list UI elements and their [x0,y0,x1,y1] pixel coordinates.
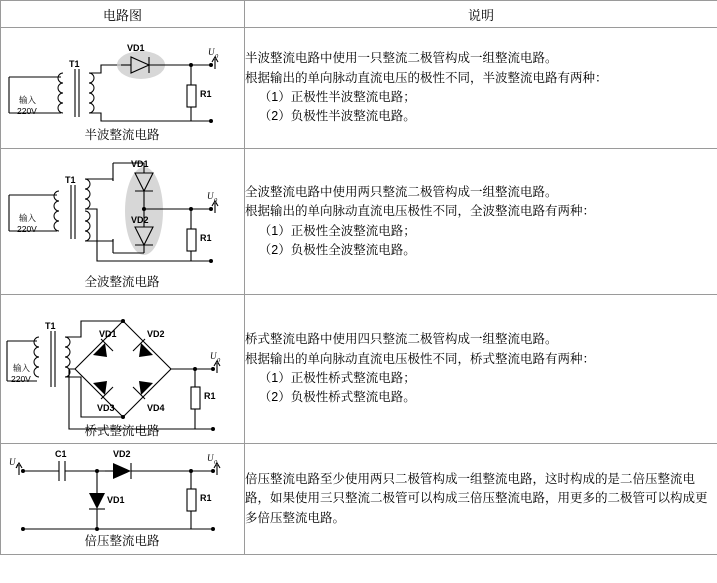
table-row [1,444,717,555]
circuit-cell-full-wave [1,149,245,295]
label-input-line2: 220V [17,106,37,116]
circuit-cell-half-wave [1,28,245,149]
label-input-line2: 220V [11,374,31,384]
label-diode2: VD2 [131,215,149,225]
label-output: U [208,47,215,57]
circuit-diagram-bridge [1,295,243,443]
label-input-line1: 输入 [19,213,37,223]
description-cell-doubler [245,444,717,555]
svg-text:0: 0 [215,53,219,60]
label-diode1: VD1 [127,43,145,53]
column-header-circuit: 电路图 [1,1,245,28]
description-line: 桥式整流电路中使用四只整流二极管构成一组整流电路。 [245,332,558,347]
circuit-cell-bridge [1,295,245,444]
description-line: （1）正极性全波整流电路； [258,223,416,238]
label-output: U [207,191,214,201]
circuit-diagram-half-wave [1,29,243,147]
label-transformer: T1 [45,321,56,331]
table-row [1,28,717,149]
caption-full-wave: 全波整流电路 [84,275,160,289]
description-line: （2）负极性半波整流电路。 [258,109,416,124]
caption-half-wave: 半波整流电路 [84,128,160,142]
description-line: 根据输出的单向脉动直流电压极性不同，全波整流电路有两种： [245,204,596,219]
description-line: （2）负极性桥式整流电路。 [258,390,416,405]
caption-doubler: 倍压整流电路 [84,534,160,548]
label-resistor: R1 [204,391,216,401]
label-transformer: T1 [69,59,80,69]
label-diode4: VD4 [147,403,165,413]
label-input: U [9,457,16,467]
label-diode1: VD1 [131,159,149,169]
circuit-cell-doubler [1,444,245,555]
table-row [1,295,717,444]
description-line: （1）正极性桥式整流电路； [258,371,416,385]
label-input-line1: 输入 [19,95,37,105]
description-line: （2）负极性全波整流电路。 [258,242,416,257]
label-input-line1: 输入 [13,363,31,373]
label-diode1: VD1 [99,329,117,339]
label-diode3: VD3 [97,403,115,413]
label-output: U [207,453,214,463]
caption-bridge: 桥式整流电路 [84,424,160,438]
circuit-diagram-full-wave [1,149,243,294]
svg-text:0: 0 [214,197,218,204]
label-resistor: R1 [200,233,212,243]
svg-text:0: 0 [217,357,221,364]
label-resistor: R1 [200,493,212,503]
svg-text:0: 0 [214,459,218,466]
description-line: 半波整流电路中使用一只整流二极管构成一组整流电路。 [245,51,558,66]
label-diode1: VD1 [107,495,125,505]
circuit-diagram-doubler [1,445,243,553]
column-header-description: 说明 [245,1,717,28]
description-line: 根据输出的单向脉动直流电压极性不同，桥式整流电路有两种： [245,351,596,366]
label-transformer: T1 [65,175,76,185]
label-resistor: R1 [200,89,212,99]
description-line: 倍压整流电路至少使用两只二极管构成一组整流电路，这时构成的是二倍压整流电路，如果使用三只整流二极管可以构成三倍压整流电路，用更多的二极管可以构成更多倍压整流电路。 [245,471,708,525]
description-cell-half-wave [245,28,717,149]
label-input-line2: 220V [17,224,37,234]
description-line: （1）正极性半波整流电路； [258,90,416,104]
table-row [1,149,717,295]
description-cell-full-wave [245,149,717,295]
svg-text:i: i [16,463,18,470]
label-diode2: VD2 [113,449,131,459]
description-cell-bridge [245,295,717,444]
label-capacitor: C1 [55,449,67,459]
description-line: 根据输出的单向脉动直流电压的极性不同，半波整流电路有两种： [245,70,608,85]
description-line: 全波整流电路中使用两只整流二极管构成一组整流电路。 [245,184,558,199]
label-output: U [210,351,217,361]
label-diode2: VD2 [147,329,165,339]
table-header-row [1,1,717,28]
